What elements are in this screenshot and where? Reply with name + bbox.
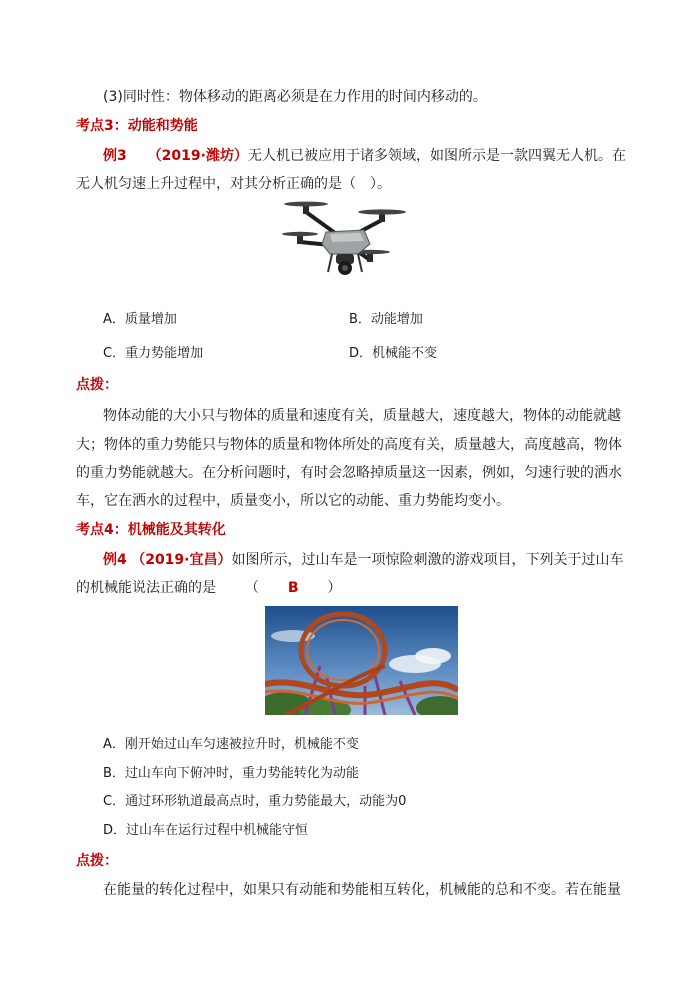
tip-3-line: 物体动能的大小只与物体的质量和速度有关，质量越大，速度越大，物体的动能就越	[103, 408, 621, 424]
tip-3-line: 车，它在洒水的过程中，质量变小，所以它的动能、重力势能均变小。	[76, 493, 510, 509]
example-4-option-b: B．过山车向下俯冲时，重力势能转化为动能	[103, 766, 359, 781]
section-title-4: 考点4：机械能及其转化	[76, 522, 226, 538]
example-3-source: （2019·潍坊）	[147, 148, 248, 164]
example-3-option-a: A．质量增加	[103, 312, 177, 327]
example-3-line-2: 无人机匀速上升过程中，对其分析正确的是（ ）。	[76, 176, 391, 192]
example-4-option-d: D．过山车在运行过程中机械能守恒	[103, 823, 309, 838]
example-4-option-c: C．通过环形轨道最高点时，重力势能最大，动能为0	[103, 794, 407, 809]
roller-coaster-photo	[265, 606, 458, 715]
example-3-option-b: B．动能增加	[349, 312, 423, 327]
example-3-label: 例3	[103, 148, 127, 164]
tip-3-line: 大；物体的重力势能只与物体的质量和物体所处的高度有关，质量越大，高度越高，物体	[76, 437, 622, 453]
example-3-option-c: C．重力势能增加	[103, 346, 204, 361]
example-4-line-1	[103, 550, 696, 570]
example-4-text-2: 的机械能说法正确的是	[76, 580, 216, 596]
example-4-line-2	[76, 578, 696, 598]
example-3-text-1: 无人机已被应用于诸多领域，如图所示是一款四翼无人机。在	[247, 148, 626, 164]
answer-mark: B	[287, 580, 299, 596]
drone-photo	[278, 194, 412, 282]
tip-4-label: 点拨：	[76, 853, 118, 869]
example-3-line-1	[103, 146, 696, 166]
tip-3-label: 点拨：	[76, 377, 118, 393]
answer-paren-close: ）	[327, 580, 342, 596]
tip-4-line: 在能量的转化过程中，如果只有动能和势能相互转化，机械能的总和不变。若在能量	[103, 882, 621, 898]
example-4-source: （2019·宜昌）	[131, 552, 232, 568]
example-4-option-a: A．刚开始过山车匀速被拉升时，机械能不变	[103, 737, 359, 752]
section-title-3: 考点3：动能和势能	[76, 118, 198, 134]
example-3-option-d: D．机械能不变	[349, 346, 438, 361]
answer-paren-open: （	[244, 580, 259, 596]
example-4-text-1: 如图所示，过山车是一项惊险刺激的游戏项目，下列关于过山车	[231, 552, 624, 568]
example-4-label: 例4	[103, 552, 127, 568]
text-line-simultaneity: (3)同时性：物体移动的距离必须是在力作用的时间内移动的。	[103, 89, 487, 105]
tip-3-line: 的重力势能就越大。在分析问题时，有时会忽略掉质量这一因素，例如，匀速行驶的洒水	[76, 465, 622, 481]
